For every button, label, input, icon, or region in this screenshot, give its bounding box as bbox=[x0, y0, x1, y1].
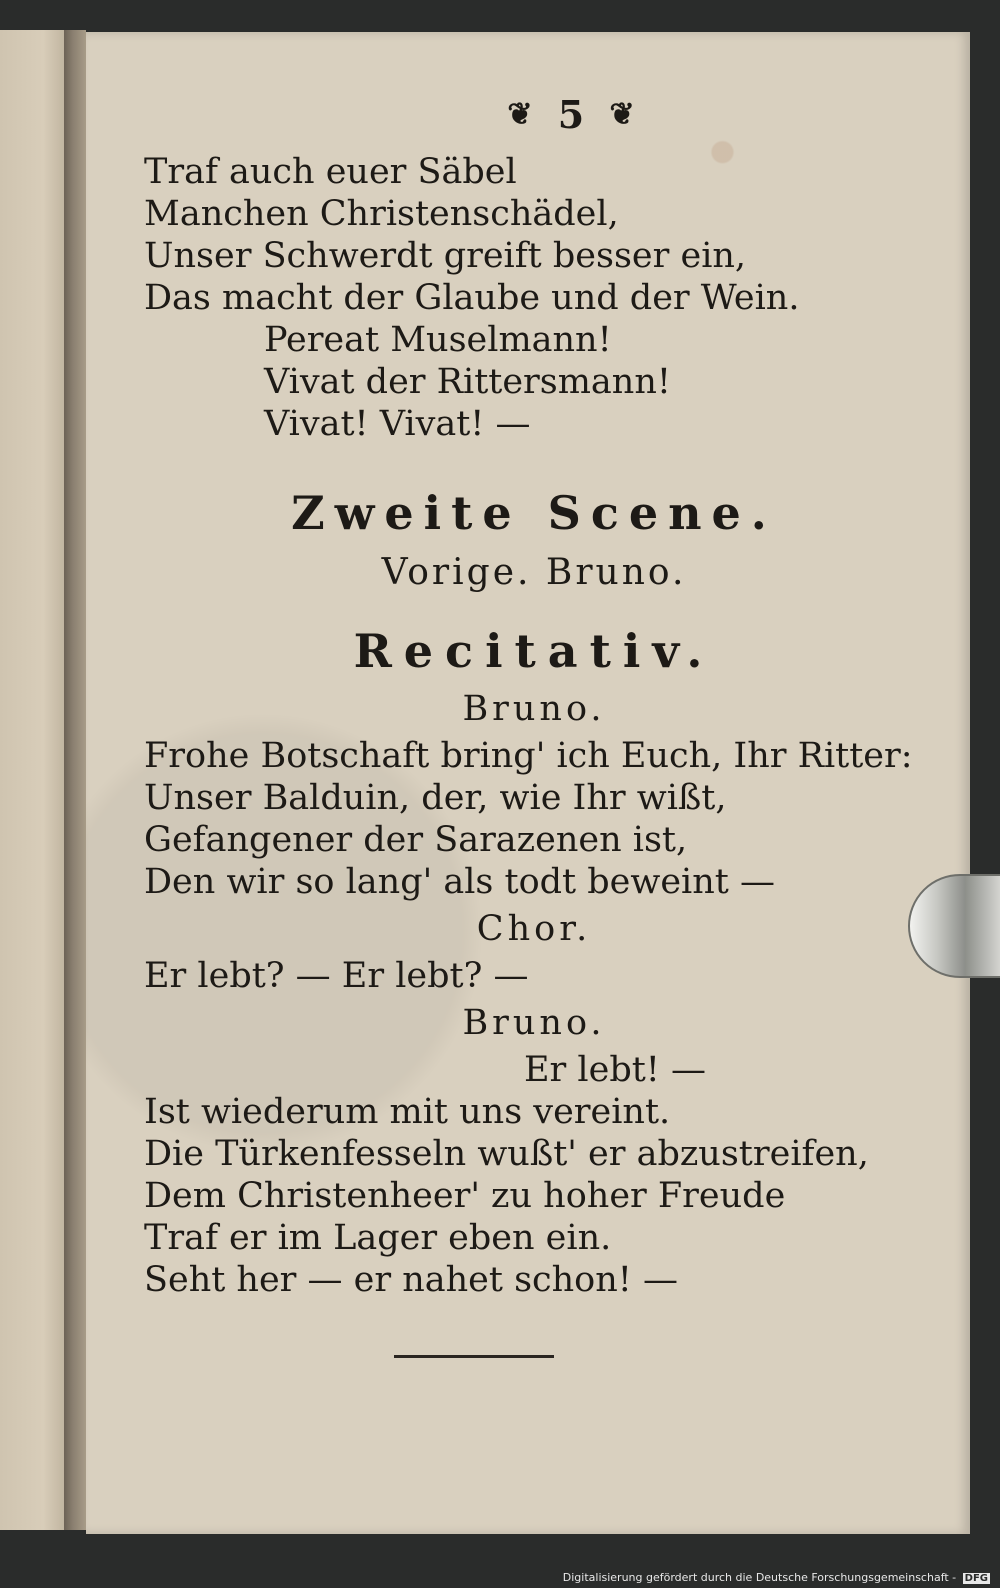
book-gutter bbox=[64, 30, 86, 1530]
speaker-name: Bruno. bbox=[462, 689, 606, 729]
digitization-credit bbox=[563, 1571, 990, 1584]
credit-text: Digitalisierung gefördert durch die Deutsche Forschungsgemeinschaft - bbox=[562, 1571, 957, 1584]
scene-title: Zweite Scene. bbox=[291, 486, 777, 540]
ornament-right-icon: ❦ bbox=[609, 97, 641, 132]
facing-page-edge bbox=[0, 30, 72, 1530]
dfg-logo: DFG bbox=[964, 1573, 988, 1584]
dialogue-line: Er lebt? — Er lebt? — bbox=[144, 956, 529, 996]
dialogue-line: Ist wiederum mit uns vereint. bbox=[144, 1092, 671, 1132]
refrain-line: Vivat! Vivat! — bbox=[264, 404, 531, 444]
dialogue-line: Frohe Botschaft bring' ich Euch, Ihr Ritter: bbox=[144, 736, 913, 776]
page-number: 5 bbox=[557, 92, 591, 137]
speaker-name: Bruno. bbox=[462, 1003, 606, 1043]
dialogue-line: Er lebt! — bbox=[524, 1050, 706, 1090]
song-stanza bbox=[144, 151, 924, 445]
page-content bbox=[144, 92, 924, 1358]
refrain-line: Vivat der Rittersmann! bbox=[264, 362, 671, 402]
dialogue-line: Den wir so lang' als todt beweint — bbox=[144, 862, 775, 902]
dialogue-line: Seht her — er nahet schon! — bbox=[144, 1260, 678, 1300]
book-page bbox=[86, 32, 970, 1534]
dialogue-line: Traf er im Lager eben ein. bbox=[144, 1218, 612, 1258]
verse-line: Das macht der Glaube und der Wein. bbox=[144, 278, 800, 318]
section-title: Recitativ. bbox=[353, 624, 715, 678]
refrain-line: Pereat Muselmann! bbox=[264, 320, 612, 360]
speaker-name: Chor. bbox=[476, 909, 592, 949]
verse-line: Traf auch euer Säbel bbox=[144, 152, 517, 192]
dialogue-line: Die Türkenfesseln wußt' er abzustreifen, bbox=[144, 1134, 869, 1174]
dialogue-line: Gefangener der Sarazenen ist, bbox=[144, 820, 688, 860]
dialogue-line: Unser Balduin, der, wie Ihr wißt, bbox=[144, 778, 727, 818]
verse-line: Manchen Christenschädel, bbox=[144, 194, 619, 234]
ornament-left-icon: ❦ bbox=[507, 97, 539, 132]
dialogue-line: Dem Christenheer' zu hoher Freude bbox=[144, 1176, 786, 1216]
scene-characters: Vorige. Bruno. bbox=[381, 552, 687, 593]
section-divider bbox=[394, 1355, 554, 1358]
verse-line: Unser Schwerdt greift besser ein, bbox=[144, 236, 747, 276]
page-header bbox=[224, 92, 924, 137]
